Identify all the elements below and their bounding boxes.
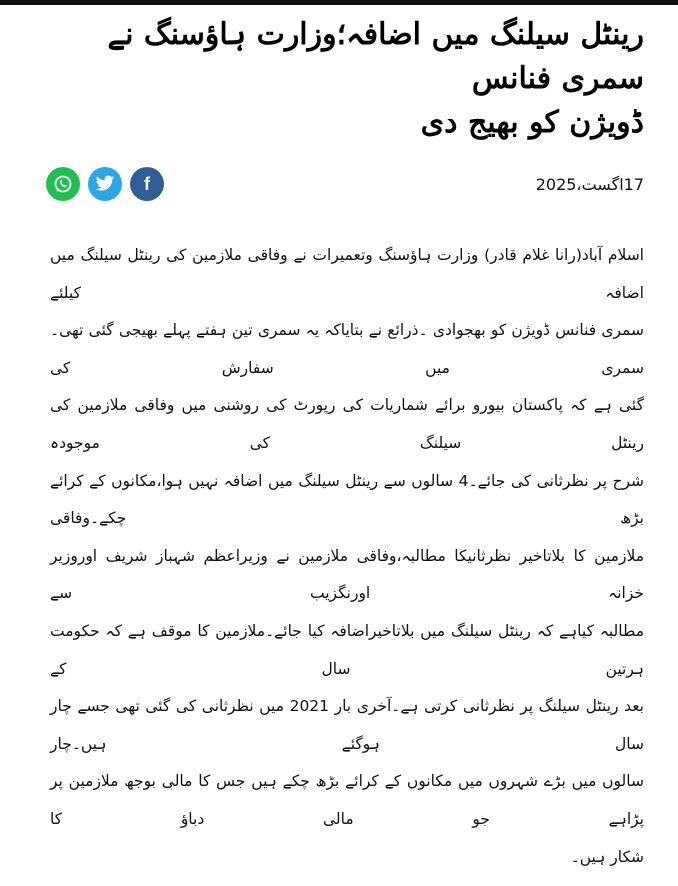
body-line: سالوں میں بڑے شہروں میں مکانوں کے کرائے بڑھ چکے ہیں جس کا مالی بوجھ ملازمین پر پڑاہے جو مالی دباؤ کا: [50, 772, 644, 828]
body-line: سمری فنانس ڈویژن کو بھجوادی ۔ذرائع نے بتایاکہ یہ سمری تین ہفتے پہلے بھیجی گئی تھی۔سمری میں سفارش کی: [50, 321, 644, 377]
facebook-share-button[interactable]: [130, 167, 164, 201]
body-line: بعد رینٹل سیلنگ پر نظرثانی کرتی ہے۔آخری بار 2021 میں نظرثانی کی گئی تھی جسے چار سال ہوگئے ہیں۔چار: [50, 697, 644, 753]
body-line: شکار ہیں۔: [570, 847, 644, 866]
body-line: شرح پر نظرثانی کی جائے۔4 سالوں سے رینٹل سیلنگ میں اضافہ نہیں ہوا،مکانوں کے کرائے بڑھ چکے۔وفاقی: [50, 471, 644, 528]
facebook-icon: f: [144, 173, 150, 194]
body-line: ملازمین کا بلاتاخیر نظرثانیکا مطالبہ،وفاقی ملازمین نے وزیراعظم شہباز شریف اوروزیر خزانہ اورنگزیب سے: [50, 546, 644, 603]
article-title: [46, 13, 644, 145]
body-line: مطالبہ کیاہے کہ رینٹل سیلنگ میں بلاتاخیراضافہ کیا جائے۔ملازمین کا موقف ہے کہ حکومت ہرتین سال کے: [50, 621, 644, 678]
article-body: [46, 237, 644, 876]
twitter-share-button[interactable]: [88, 167, 122, 201]
whatsapp-share-button[interactable]: [46, 167, 80, 201]
body-line: اسلام آباد(رانا غلام قادر) وزارت ہاؤسنگ وتعمیرات نے وفاقی ملازمین کی رینٹل سیلنگ میں اضافہ کیلئے: [50, 246, 644, 302]
publish-date: 17اگست،2025: [535, 174, 644, 194]
twitter-icon: [95, 175, 115, 193]
whatsapp-icon: [53, 174, 73, 194]
title-line: رینٹل سیلنگ میں اضافہ؛وزارت ہاؤسنگ نے سمری فنانس: [107, 17, 644, 96]
article-page: [0, 5, 678, 886]
body-line: گئی ہے کہ پاکستان بیورو برائے شماریات کی رپورٹ کی روشنی میں وفاقی ملازمین کی رینٹل سیلنگ کی موجودہ: [50, 396, 644, 452]
article-meta: [46, 167, 644, 201]
share-buttons: [46, 167, 164, 201]
title-line: ڈویژن کو بھیج دی: [420, 105, 644, 140]
